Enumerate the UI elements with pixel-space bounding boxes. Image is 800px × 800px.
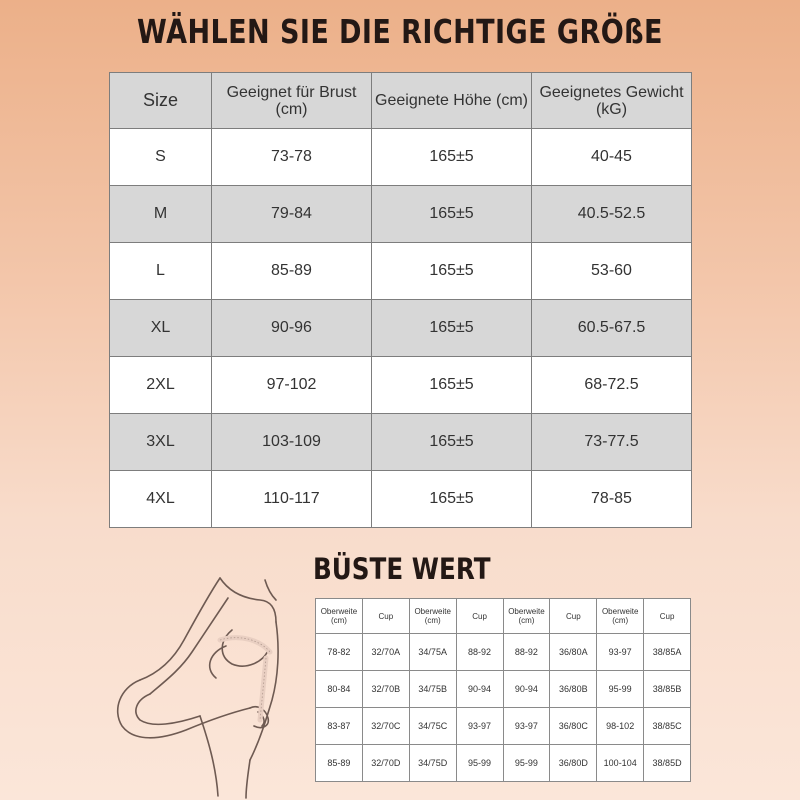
cup-cell: 93-97 [456, 708, 503, 745]
cup-cell: 38/85A [644, 634, 691, 671]
cup-cell: 36/80C [550, 708, 597, 745]
size-header-height: Geeignete Höhe (cm) [372, 73, 532, 129]
bust-table-header-row [316, 599, 691, 634]
height-cell: 165±5 [372, 414, 532, 471]
size-header-size: Size [110, 73, 212, 129]
cup-cell: 38/85B [644, 671, 691, 708]
table-row [110, 471, 692, 528]
cup-cell: 36/80A [550, 634, 597, 671]
weight-cell: 78-85 [532, 471, 692, 528]
size-table-header-row [110, 73, 692, 129]
table-row [110, 357, 692, 414]
table-row [316, 708, 691, 745]
bust-cell: 110-117 [212, 471, 372, 528]
bust-cell: 90-94 [503, 671, 550, 708]
table-row [316, 745, 691, 782]
size-header-bust: Geeignet für Brust (cm) [212, 73, 372, 129]
size-cell: 4XL [110, 471, 212, 528]
height-cell: 165±5 [372, 186, 532, 243]
height-cell: 165±5 [372, 300, 532, 357]
size-cell: XL [110, 300, 212, 357]
bust-cell: 100-104 [597, 745, 644, 782]
bust-cell: 103-109 [212, 414, 372, 471]
bust-header-oberweite: Oberweite (cm) [503, 599, 550, 634]
height-cell: 165±5 [372, 243, 532, 300]
bust-cell: 93-97 [597, 634, 644, 671]
bust-cell: 95-99 [503, 745, 550, 782]
cup-cell: 32/70B [362, 671, 409, 708]
weight-cell: 40-45 [532, 129, 692, 186]
bust-cell: 34/75D [409, 745, 456, 782]
bust-cell: 78-82 [316, 634, 363, 671]
weight-cell: 53-60 [532, 243, 692, 300]
bust-header-cup: Cup [550, 599, 597, 634]
table-row [316, 671, 691, 708]
bust-measuring-figure-icon [100, 570, 300, 800]
bust-table [315, 598, 691, 782]
bust-cell: 97-102 [212, 357, 372, 414]
bust-header-cup: Cup [456, 599, 503, 634]
bust-cell: 79-84 [212, 186, 372, 243]
bust-section-title: BÜSTE WERT [313, 552, 491, 586]
cup-cell: 88-92 [456, 634, 503, 671]
cup-cell: 36/80B [550, 671, 597, 708]
table-row [110, 129, 692, 186]
page-title: WÄHLEN SIE DIE RICHTIGE GRÖßE [137, 12, 663, 51]
table-row [110, 414, 692, 471]
bust-cell: 88-92 [503, 634, 550, 671]
bust-cell: 95-99 [597, 671, 644, 708]
cup-cell: 38/85D [644, 745, 691, 782]
table-row [110, 300, 692, 357]
bust-cell: 34/75A [409, 634, 456, 671]
table-row [110, 243, 692, 300]
size-cell: S [110, 129, 212, 186]
cup-cell: 32/70A [362, 634, 409, 671]
cup-cell: 32/70D [362, 745, 409, 782]
height-cell: 165±5 [372, 471, 532, 528]
size-table [109, 72, 692, 528]
weight-cell: 60.5-67.5 [532, 300, 692, 357]
table-row [316, 634, 691, 671]
height-cell: 165±5 [372, 129, 532, 186]
cup-cell: 32/70C [362, 708, 409, 745]
cup-cell: 36/80D [550, 745, 597, 782]
bust-header-oberweite: Oberweite (cm) [316, 599, 363, 634]
bust-header-cup: Cup [644, 599, 691, 634]
bust-cell: 73-78 [212, 129, 372, 186]
bust-cell: 83-87 [316, 708, 363, 745]
bust-cell: 85-89 [316, 745, 363, 782]
cup-cell: 95-99 [456, 745, 503, 782]
bust-cell: 85-89 [212, 243, 372, 300]
bust-header-cup: Cup [362, 599, 409, 634]
bust-cell: 34/75C [409, 708, 456, 745]
weight-cell: 68-72.5 [532, 357, 692, 414]
bust-header-oberweite: Oberweite (cm) [597, 599, 644, 634]
bust-header-oberweite: Oberweite (cm) [409, 599, 456, 634]
size-cell: M [110, 186, 212, 243]
bust-cell: 98-102 [597, 708, 644, 745]
size-header-weight: Geeignetes Gewicht (kG) [532, 73, 692, 129]
weight-cell: 73-77.5 [532, 414, 692, 471]
size-cell: 2XL [110, 357, 212, 414]
table-row [110, 186, 692, 243]
cup-cell: 90-94 [456, 671, 503, 708]
size-cell: L [110, 243, 212, 300]
cup-cell: 38/85C [644, 708, 691, 745]
bust-cell: 80-84 [316, 671, 363, 708]
weight-cell: 40.5-52.5 [532, 186, 692, 243]
height-cell: 165±5 [372, 357, 532, 414]
bust-cell: 90-96 [212, 300, 372, 357]
bust-cell: 34/75B [409, 671, 456, 708]
size-cell: 3XL [110, 414, 212, 471]
bust-cell: 93-97 [503, 708, 550, 745]
